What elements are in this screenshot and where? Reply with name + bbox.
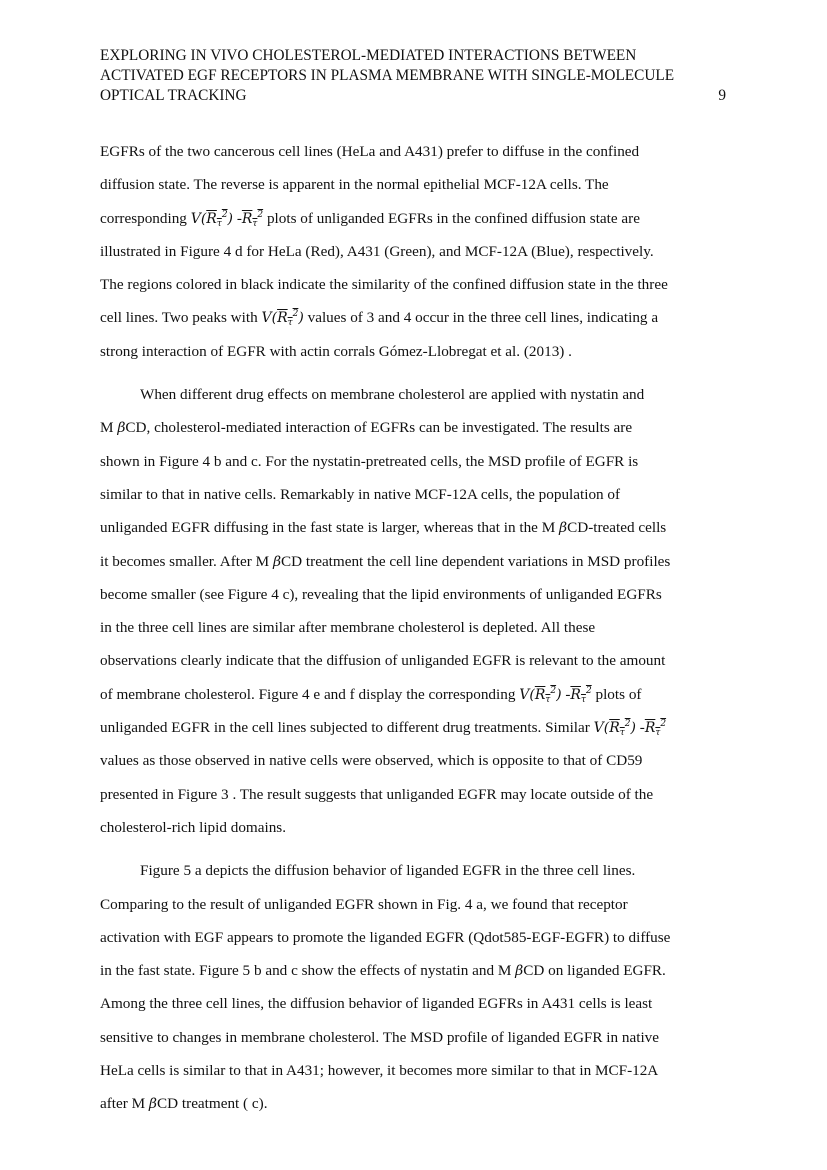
text-line bbox=[100, 716, 727, 749]
text-line bbox=[100, 207, 727, 240]
paragraph-3 bbox=[100, 859, 727, 1125]
text-line bbox=[100, 416, 727, 449]
text-line: become smaller (see Figure 4 c), revealing that the lipid environments of unliganded EGFRs bbox=[100, 585, 662, 603]
text-span: - bbox=[233, 209, 242, 227]
text-line: observations clearly indicate that the diffusion of unliganded EGFR is relevant to the amount bbox=[100, 652, 666, 670]
text-line bbox=[100, 1092, 727, 1125]
text-line: in the three cell lines are similar after membrane cholesterol is depleted. All these bbox=[100, 619, 596, 637]
text-line: strong interaction of EGFR with actin corrals Gómez-Llobregat et al. (2013) . bbox=[100, 342, 572, 360]
text-span: in the fast state. Figure 5 b and c show the effects of nystatin and M bbox=[100, 962, 516, 980]
text-span: M bbox=[100, 419, 118, 437]
math-beta: β bbox=[559, 520, 568, 537]
text-span: unliganded EGFR in the cell lines subjected to different drug treatments. Similar bbox=[100, 719, 594, 737]
text-line: HeLa cells is similar to that in A431; however, it becomes more similar to that in MCF-12A bbox=[100, 1062, 659, 1080]
text-span: unliganded EGFR diffusing in the fast state is larger, whereas that in the M bbox=[100, 519, 560, 537]
text-line bbox=[100, 683, 727, 716]
text-span: values of 3 and 4 occur in the three cell lines, indicating a bbox=[303, 309, 659, 327]
text-line: The regions colored in black indicate the similarity of the confined diffusion state in the three bbox=[100, 276, 668, 294]
text-line: Comparing to the result of unliganded EGFR shown in Fig. 4 a, we found that receptor bbox=[100, 895, 628, 913]
text-span: plots of bbox=[591, 685, 642, 703]
text-line: presented in Figure 3 . The result suggests that unliganded EGFR may locate outside of the bbox=[100, 785, 654, 803]
text-line bbox=[100, 516, 727, 549]
text-span: CD, cholesterol-mediated interaction of EGFRs can be investigated. The results are bbox=[125, 419, 633, 437]
text-span: - bbox=[635, 719, 645, 737]
text-line bbox=[100, 306, 727, 339]
text-line: shown in Figure 4 b and c. For the nystatin-pretreated cells, the MSD profile of EGFR is bbox=[100, 452, 639, 470]
math-variance-r-tau-squared: $V(R_\tau^2)$ bbox=[519, 685, 562, 705]
header-title-line-3: OPTICAL TRACKING bbox=[100, 87, 247, 104]
text-span: cell lines. Two peaks with bbox=[100, 309, 262, 327]
text-span: CD on liganded EGFR. bbox=[523, 962, 666, 980]
text-line: illustrated in Figure 4 d for HeLa (Red), A431 (Green), and MCF-12A (Blue), respectively. bbox=[100, 242, 654, 260]
text-span: it becomes smaller. After M bbox=[100, 552, 273, 570]
paragraph-1 bbox=[100, 140, 727, 373]
text-span: CD-treated cells bbox=[567, 519, 667, 537]
text-span: plots of unliganded EGFRs in the confined diffusion state are bbox=[263, 209, 640, 227]
math-variance-r-tau-squared: $V(R_\tau^2)$ bbox=[190, 209, 234, 229]
header-title-line-1: EXPLORING IN VIVO CHOLESTEROL-MEDIATED INTERACTIONS BETWEEN bbox=[100, 47, 637, 64]
header-title-line-2: ACTIVATED EGF RECEPTORS IN PLASMA MEMBRANE WITH SINGLE-MOLECULE bbox=[100, 67, 675, 84]
text-line: values as those observed in native cells were observed, which is opposite to that of CD59 bbox=[100, 752, 643, 770]
text-line: When different drug effects on membrane cholesterol are applied with nystatin and bbox=[140, 386, 645, 404]
text-line: diffusion state. The reverse is apparent in the normal epithelial MCF-12A cells. The bbox=[100, 176, 609, 194]
text-line bbox=[100, 959, 727, 992]
text-span: CD treatment ( c). bbox=[157, 1095, 268, 1113]
math-beta: β bbox=[272, 553, 282, 570]
math-beta: β bbox=[148, 1096, 158, 1113]
math-variance-r-tau-squared: $V(R_\tau^2)$ bbox=[593, 719, 636, 739]
math-mean-r-tau-squared: $R_\tau^2$ bbox=[241, 209, 264, 229]
running-header bbox=[100, 46, 726, 106]
text-line: similar to that in native cells. Remarkably in native MCF-12A cells, the population of bbox=[100, 485, 621, 503]
text-line: sensitive to changes in membrane cholesterol. The MSD profile of liganded EGFR in native bbox=[100, 1028, 660, 1046]
text-span: corresponding bbox=[100, 209, 191, 227]
math-mean-r-tau-squared: $R_\tau^2$ bbox=[644, 719, 667, 739]
text-line: activation with EGF appears to promote the liganded EGFR (Qdot585-EGF-EGFR) to diffuse bbox=[100, 928, 671, 946]
text-line: Among the three cell lines, the diffusion behavior of liganded EGFRs in A431 cells is least bbox=[100, 995, 653, 1013]
math-beta: β bbox=[515, 963, 524, 980]
text-line: EGFRs of the two cancerous cell lines (HeLa and A431) prefer to diffuse in the confined bbox=[100, 143, 640, 160]
text-line bbox=[100, 550, 727, 583]
text-line: cholesterol-rich lipid domains. bbox=[100, 818, 287, 836]
math-variance-r-tau-squared: $V(R_\tau^2)$ bbox=[261, 309, 304, 329]
paragraph-2 bbox=[100, 383, 727, 849]
page-body bbox=[100, 140, 727, 1136]
math-beta: β bbox=[117, 420, 126, 437]
math-mean-r-tau-squared: $R_\tau^2$ bbox=[570, 685, 592, 705]
text-span: of membrane cholesterol. Figure 4 e and f display the corresponding bbox=[100, 685, 520, 703]
page-number: 9 bbox=[718, 87, 726, 104]
text-span: - bbox=[561, 685, 571, 703]
text-line: Figure 5 a depicts the diffusion behavior of liganded EGFR in the three cell lines. bbox=[140, 862, 636, 880]
text-span: after M bbox=[100, 1095, 149, 1113]
text-span: CD treatment the cell line dependent variations in MSD profiles bbox=[281, 552, 671, 570]
